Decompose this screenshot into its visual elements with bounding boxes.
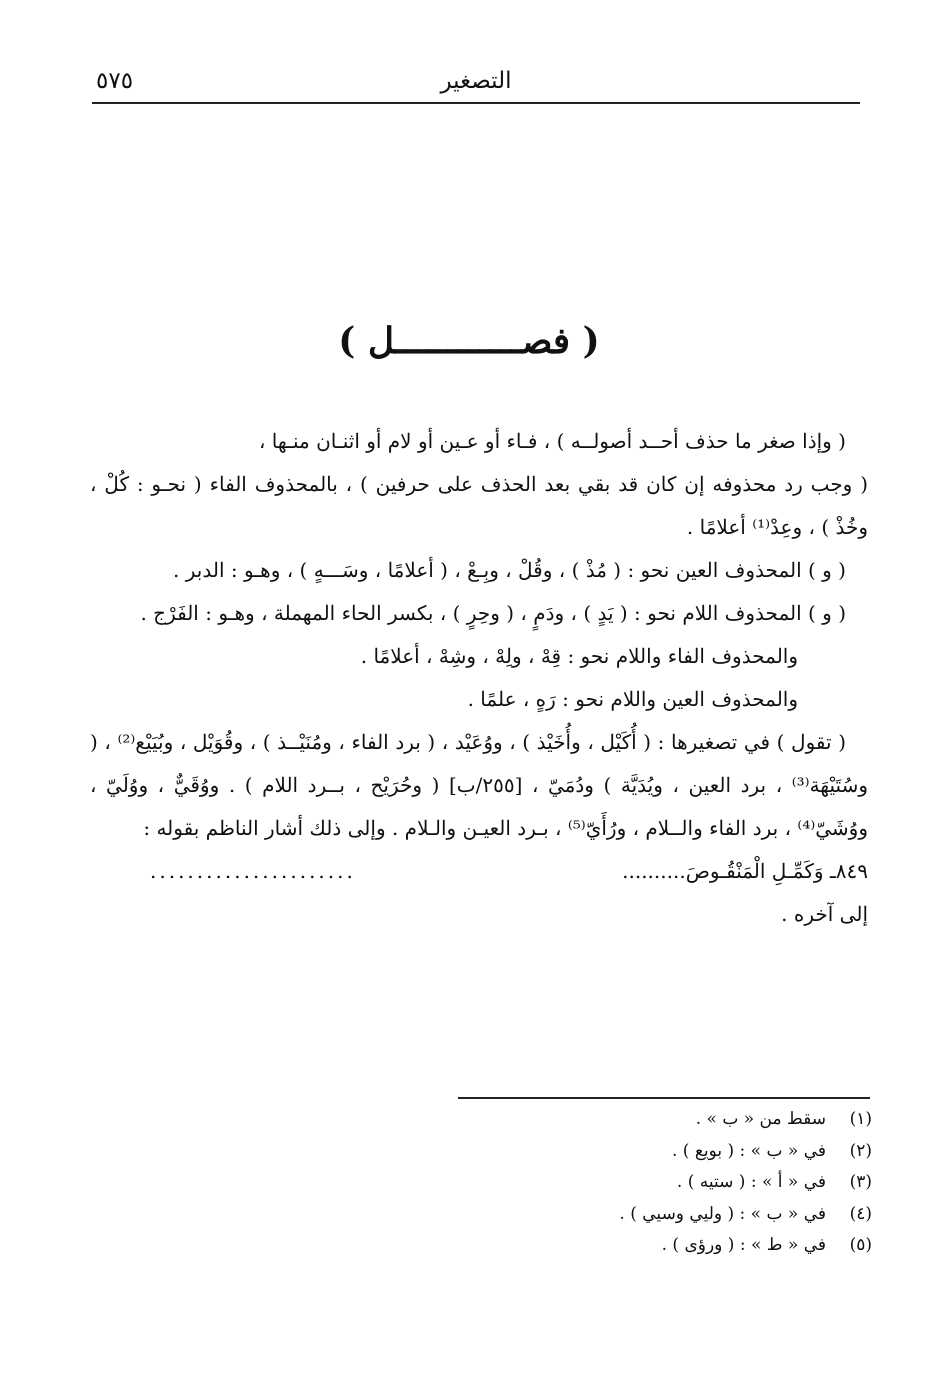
footnote-text: في « ب » : ( وليي وسيي ) . xyxy=(619,1203,826,1224)
footnote-number: (٥) xyxy=(849,1235,872,1255)
running-title: التصغير xyxy=(440,68,512,94)
footnotes xyxy=(452,1104,872,1262)
footnote xyxy=(452,1167,872,1199)
paragraph: ( وجب رد محذوفه إن كان قد بقي بعد الحذف على حرفين ) ، بالمحذوف الفاء ( نحـو : كُلْ ، وخُذْ ) ، وعِدْ⁽¹⁾ أعلامًا . xyxy=(90,472,868,539)
paragraph: ( و ) المحذوف اللام نحو : ( يَدٍ ) ، ودَمٍ ، ( وحِرٍ ) ، بكسر الحاء المهملة ، وهـو : الفَرْج . xyxy=(140,601,846,625)
page-number: ٥٧٥ xyxy=(96,68,134,94)
footnote-text: في « أ » : ( ستيه ) . xyxy=(676,1172,826,1192)
closing-line: إلى آخره . xyxy=(781,902,868,926)
paragraph: والمحذوف العين واللام نحو : رَهٍ ، علمًا . xyxy=(467,687,798,711)
footnote-number: (٢) xyxy=(849,1140,872,1161)
verse-text: ٨٤٩ـ وَكَمِّـلِ الْمَنْقُـوصَ.......... xyxy=(622,859,868,883)
footnote-number: (٣) xyxy=(849,1172,872,1192)
page-header xyxy=(92,62,860,104)
verse-line xyxy=(90,850,868,893)
footnote-number: (٤) xyxy=(849,1203,872,1224)
footnote-number: (١) xyxy=(849,1109,872,1129)
footnote xyxy=(452,1199,872,1231)
paragraph: ( تقول ) في تصغيرها : ( أُكَيْل ، وأُخَيْذ ) ، ووُعَيْد ، ( برد الفاء ، ومُنَيْــذ ) ، وقُوَيْل ، وبُيَيْع⁽²⁾ ، ( وسُتَيْهَة⁽³⁾ ، برد العين ، ويُدَيَّة ) ودُمَيّ ، [٢٥٥/ب] ( وحُرَيْح ، بــرد اللام ) . ووُقَيٌّ ، ووُلَيّ ، ووُشَيّ⁽⁴⁾ ، برد الفاء والــلام ، ورُأَيّ⁽⁵⁾ ، بـرد العيـن والـلام . وإلى ذلك أشار الناظم بقوله : xyxy=(90,730,869,840)
paragraph: ( و ) المحذوف العين نحو : ( مُذْ ) ، وقُلْ ، وبِـعْ ، ( أعلامًا ، وسَـــهٍ ) ، وهـو : الدبر . xyxy=(173,558,846,582)
footnote-text: سقط من « ب » . xyxy=(695,1109,826,1129)
footnote xyxy=(452,1136,872,1168)
verse-dots: ...................... xyxy=(150,859,356,883)
paragraph: والمحذوف الفاء واللام نحو : قِهْ ، ولِهْ ، وشِهْ ، أعلامًا . xyxy=(360,644,798,668)
section-heading: ( فصــــــــــــل ) xyxy=(338,320,600,362)
footnote xyxy=(452,1104,872,1136)
footnote-text: في « ب » : ( بويع ) . xyxy=(671,1140,826,1161)
body-text xyxy=(90,420,868,936)
footnote xyxy=(452,1230,872,1262)
footnote-divider xyxy=(458,1097,870,1099)
paragraph: ( وإذا صغر ما حذف أحــد أصولــه ) ، فـاء أو عـين أو لام أو اثنـان منـها ، xyxy=(258,429,846,453)
footnote-text: في « ط » : ( ورؤى ) . xyxy=(661,1235,826,1255)
